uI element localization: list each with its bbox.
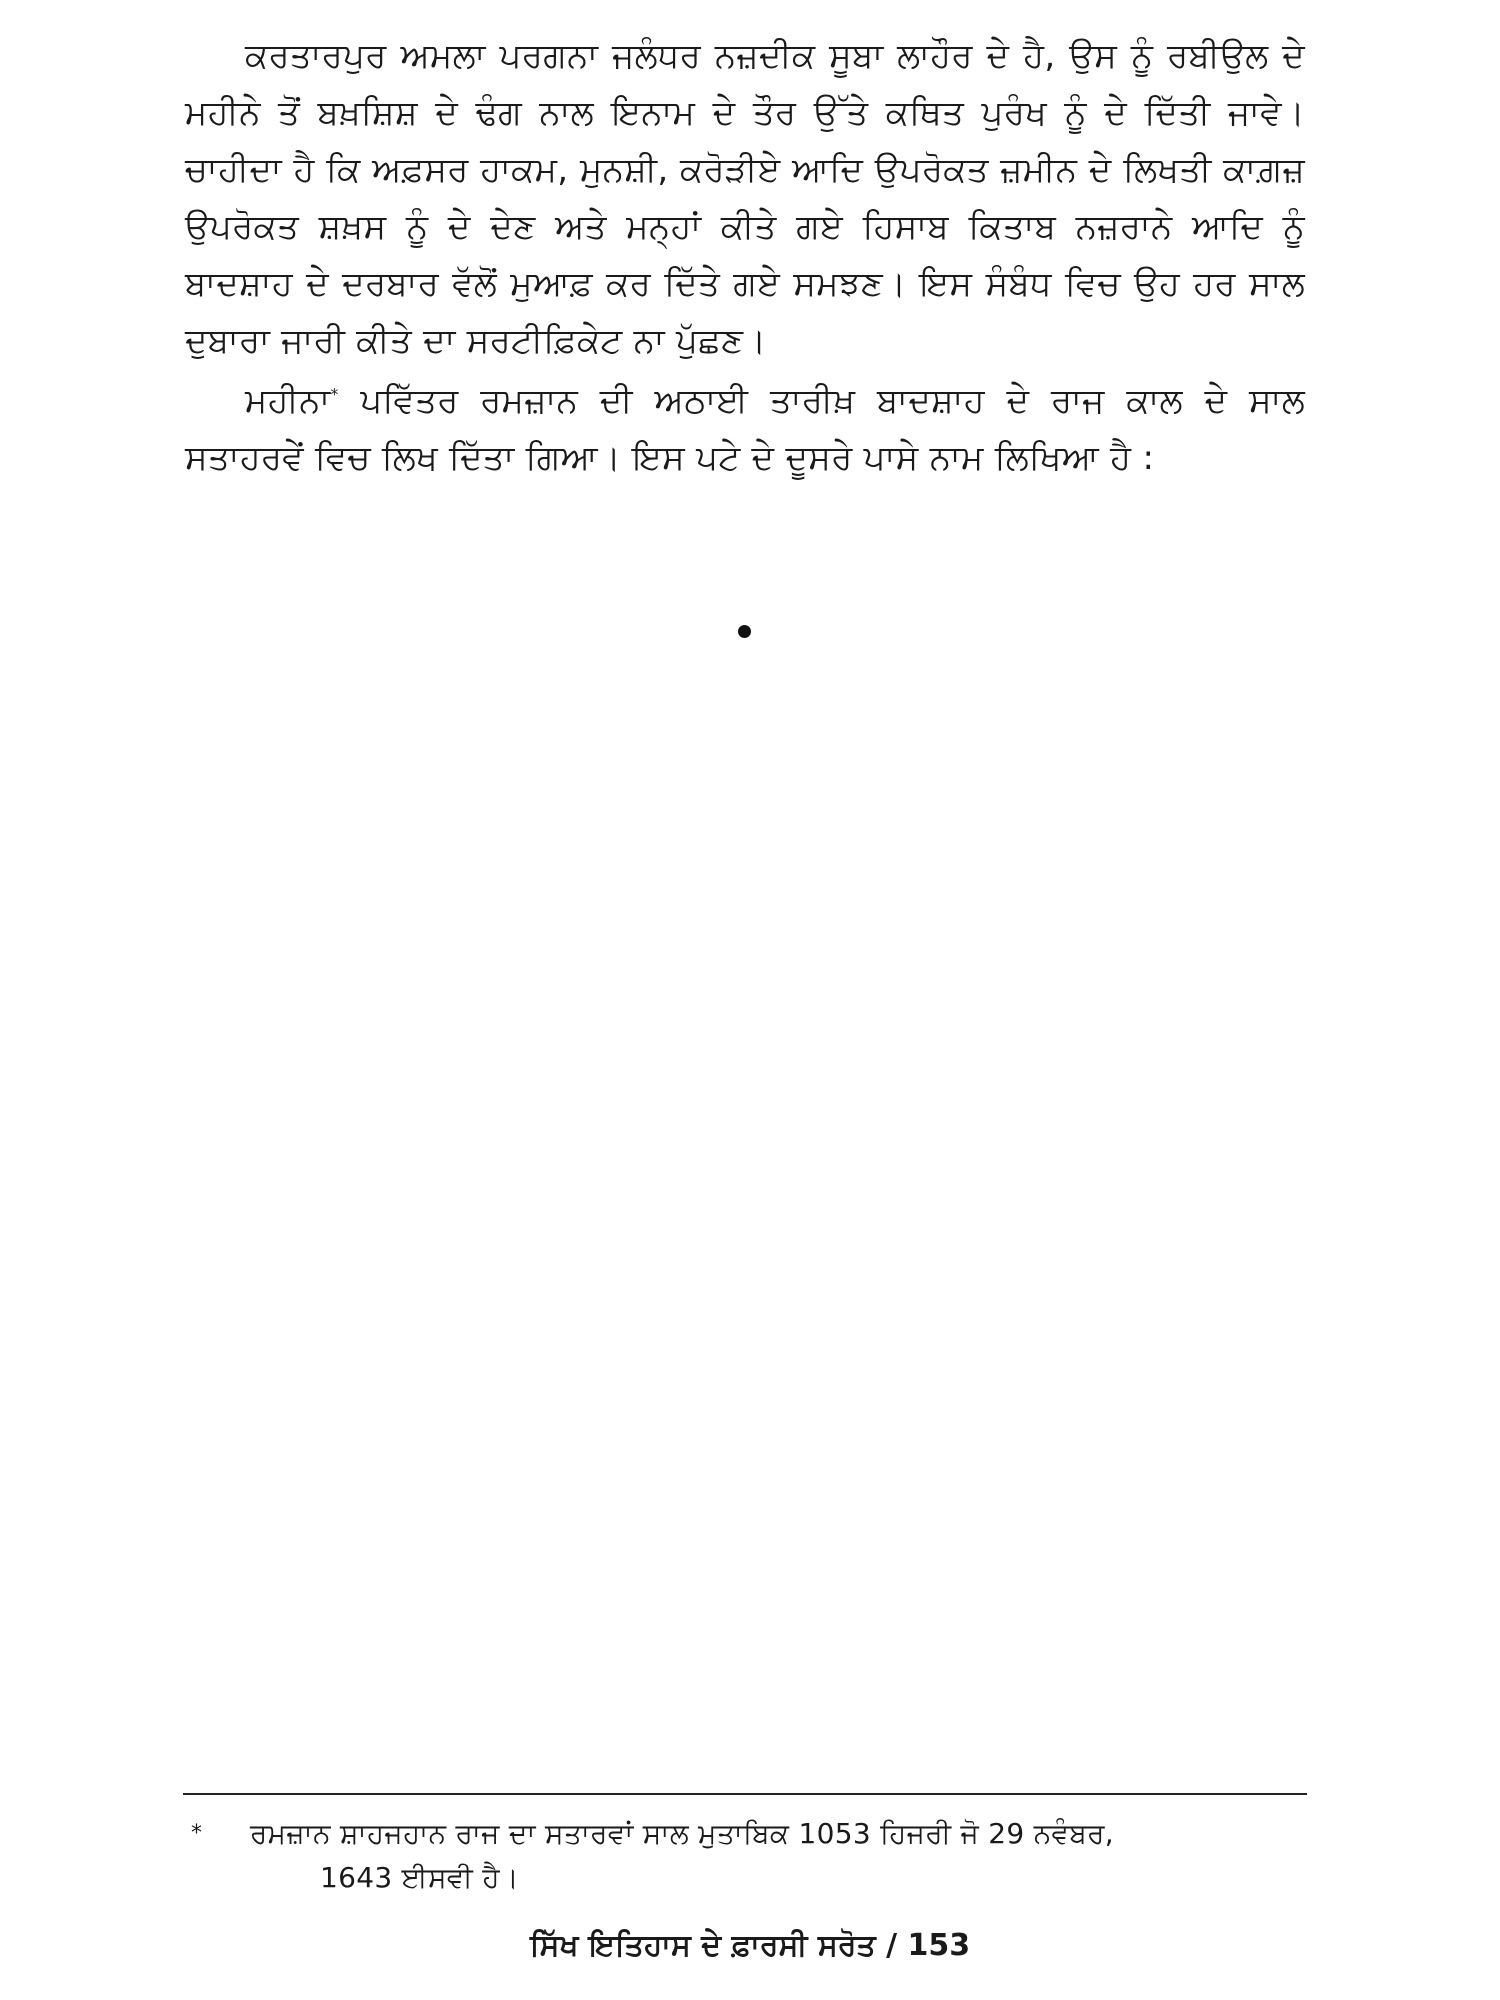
footnote-line-2: 1643 ਈਸਵੀ ਹੈ।	[320, 1861, 520, 1894]
footnote-divider	[183, 1793, 1307, 1795]
page-body	[185, 28, 1305, 487]
footnote-reference[interactable]: *	[330, 384, 339, 404]
section-separator-dot	[738, 625, 751, 638]
footnote-marker: *	[191, 1821, 202, 1846]
footnote-text	[250, 1812, 1307, 1900]
page-footer: ਸਿੱਖ ਇਤਿਹਾਸ ਦੇ ਫ਼ਾਰਸੀ ਸਰੋਤ / 153	[529, 1928, 971, 1963]
paragraph-2-text: ਪਵਿੱਤਰ ਰਮਜ਼ਾਨ ਦੀ ਅਠਾਈ ਤਾਰੀਖ਼ ਬਾਦਸ਼ਾਹ ਦੇ ਰਾਜ ਕਾਲ ਦੇ ਸਾਲ ਸਤਾਹਰਵੇਂ ਵਿਚ ਲਿਖ ਦਿੱਤਾ ਗਿਆ। ਇਸ ਪਟੇ ਦੇ ਦੂਸਰੇ ਪਾਸੇ ਨਾਮ ਲਿਖਿਆ ਹੈ :	[185, 381, 1305, 478]
paragraph-2-lead: ਮਹੀਨਾ	[245, 381, 331, 421]
body-paragraph-1: ਕਰਤਾਰਪੁਰ ਅਮਲਾ ਪਰਗਨਾ ਜਲੰਧਰ ਨਜ਼ਦੀਕ ਸੂਬਾ ਲਾਹੌਰ ਦੇ ਹੈ, ਉਸ ਨੂੰ ਰਬੀਉਲ ਦੇ ਮਹੀਨੇ ਤੋਂ ਬਖ਼ਸ਼ਿਸ਼ ਦੇ ਢੰਗ ਨਾਲ ਇਨਾਮ ਦੇ ਤੌਰ ਉੱਤੇ ਕਥਿਤ ਪੁਰੰਖ ਨੂੰ ਦੇ ਦਿੱਤੀ ਜਾਵੇ। ਚਾਹੀਦਾ ਹੈ ਕਿ ਅਫ਼ਸਰ ਹਾਕਮ, ਮੁਨਸ਼ੀ, ਕਰੋੜੀਏ ਆਦਿ ਉਪਰੋਕਤ ਜ਼ਮੀਨ ਦੇ ਲਿਖਤੀ ਕਾਗ਼ਜ਼ ਉਪਰੋਕਤ ਸ਼ਖ਼ਸ ਨੂੰ ਦੇ ਦੇਣ ਅਤੇ ਮਨ੍ਹਾਂ ਕੀਤੇ ਗਏ ਹਿਸਾਬ ਕਿਤਾਬ ਨਜ਼ਰਾਨੇ ਆਦਿ ਨੂੰ ਬਾਦਸ਼ਾਹ ਦੇ ਦਰਬਾਰ ਵੱਲੋਂ ਮੁਆਫ਼ ਕਰ ਦਿੱਤੇ ਗਏ ਸਮਝਣ। ਇਸ ਸੰਬੰਧ ਵਿਚ ਉਹ ਹਰ ਸਾਲ ਦੁਬਾਰਾ ਜਾਰੀ ਕੀਤੇ ਦਾ ਸਰਟੀਫ਼ਿਕੇਟ ਨਾ ਪੁੱਛਣ।	[185, 36, 1305, 361]
footnote	[183, 1812, 1307, 1900]
body-paragraph-2	[185, 373, 1305, 487]
footnote-line-1: ਰਮਜ਼ਾਨ ਸ਼ਾਹਜਹਾਨ ਰਾਜ ਦਾ ਸਤਾਰਵਾਂ ਸਾਲ ਮੁਤਾਬਿਕ 1053 ਹਿਜਰੀ ਜੋ 29 ਨਵੰਬਰ,	[250, 1817, 1115, 1850]
